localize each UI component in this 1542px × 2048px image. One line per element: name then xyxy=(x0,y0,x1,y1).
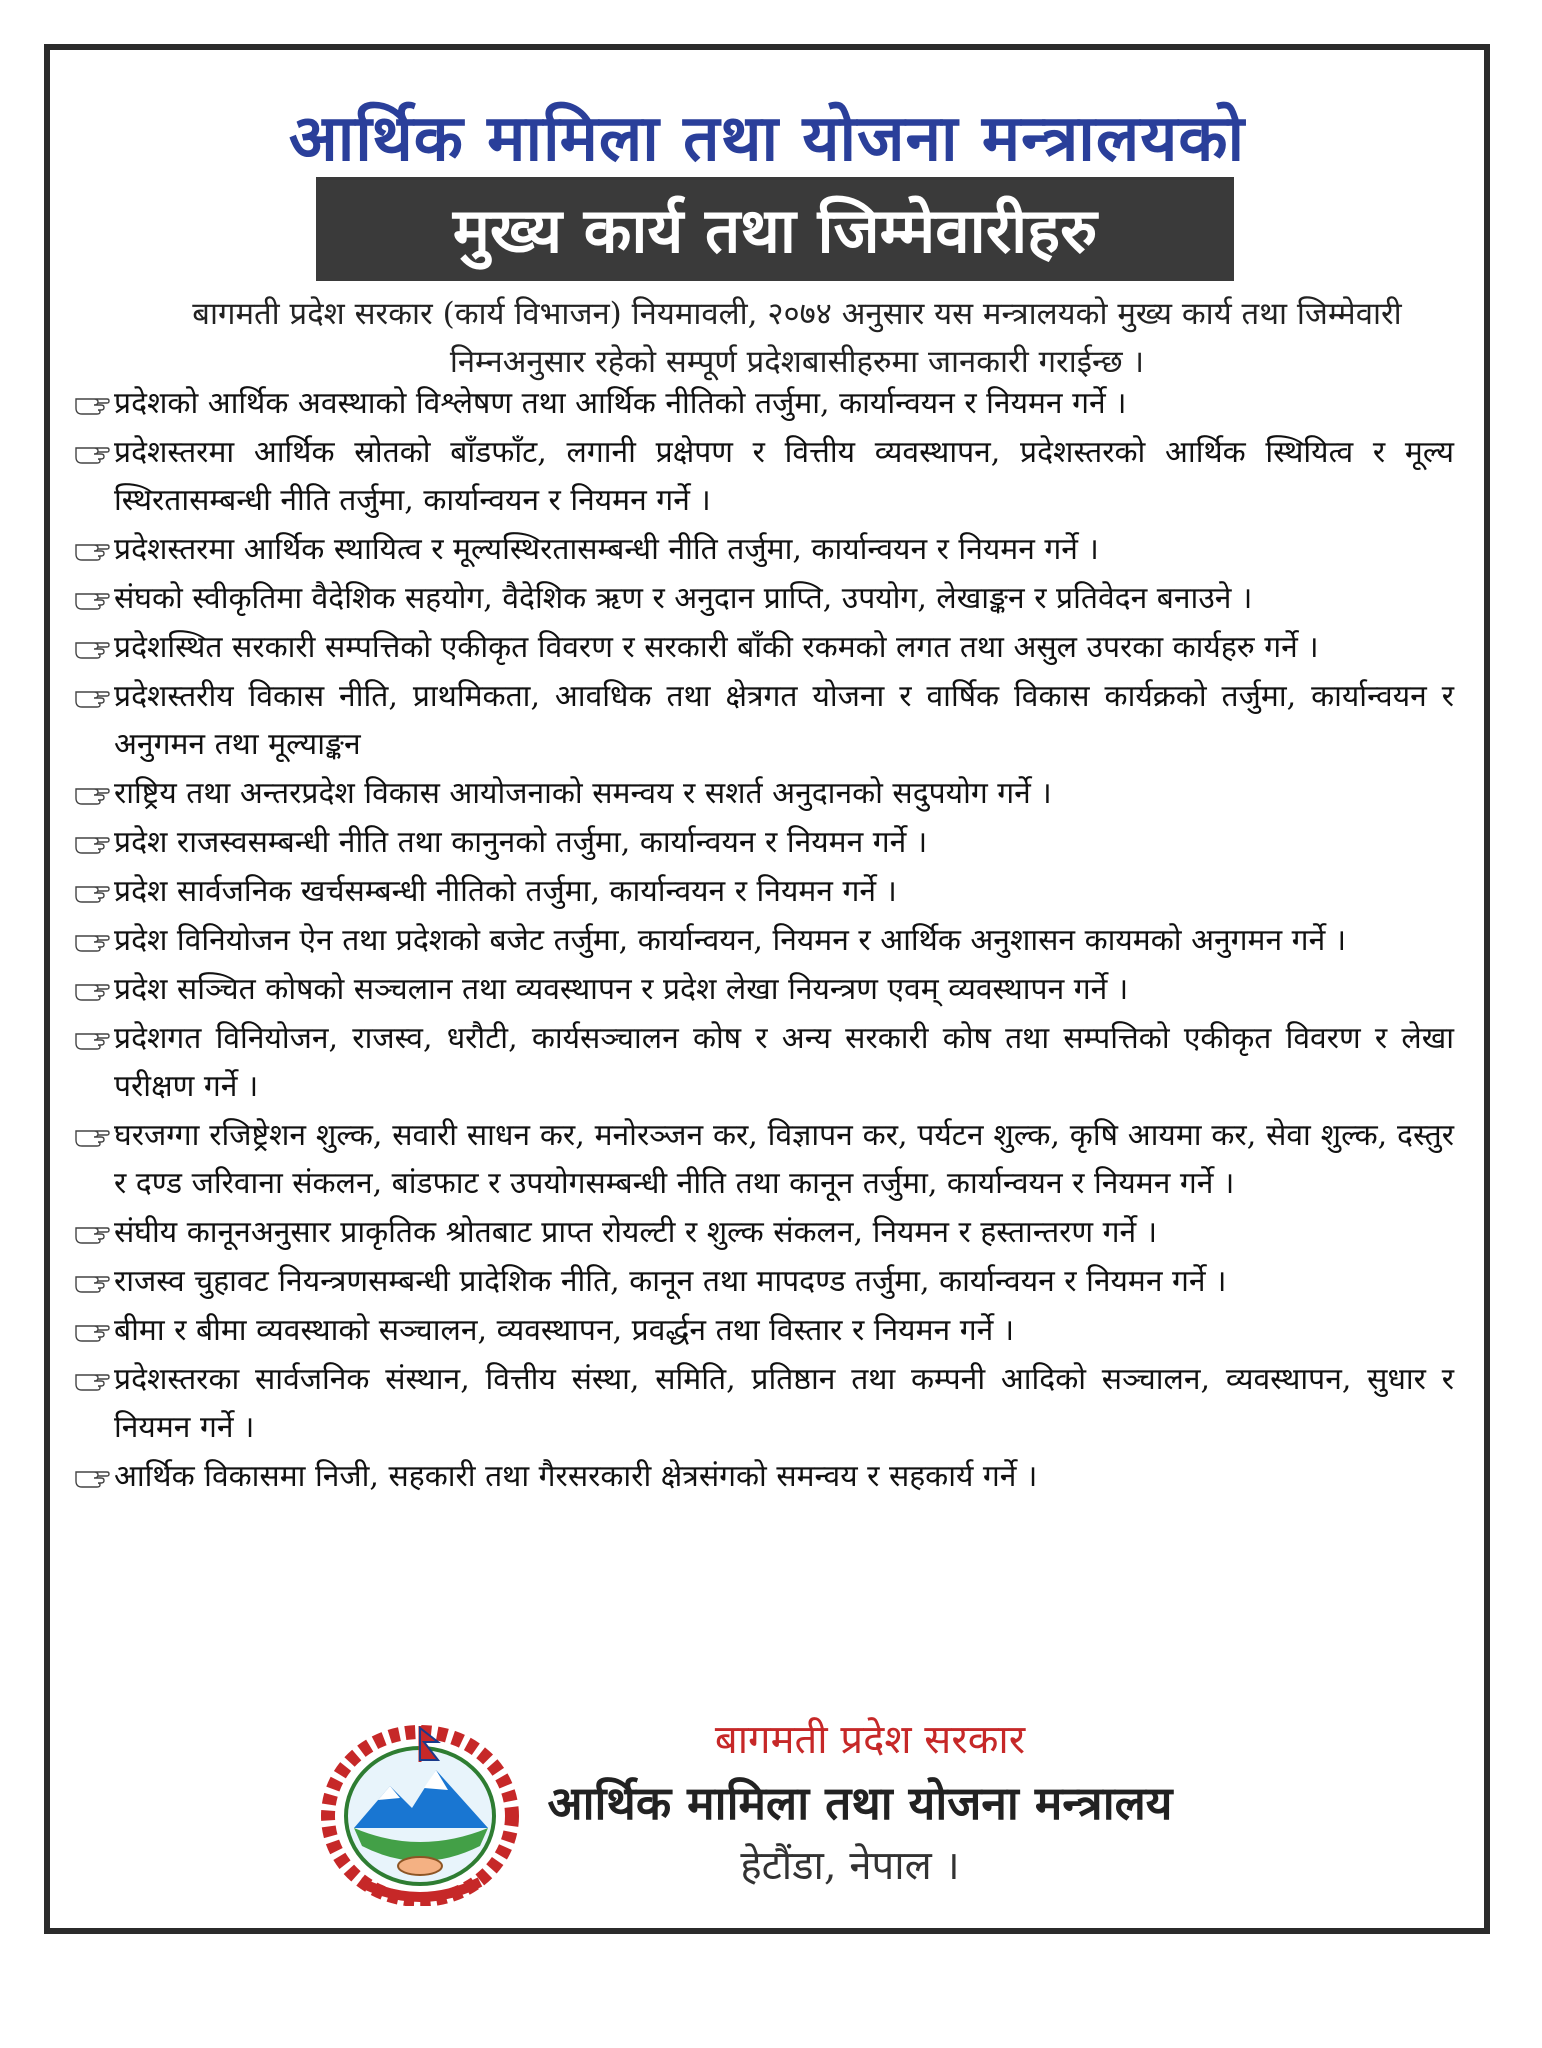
pointing-hand-icon xyxy=(74,1112,114,1160)
footer-government: बागमती प्रदेश सरकार xyxy=(714,1717,1026,1763)
list-item-text: राजस्व चुहावट नियन्त्रणसम्बन्धी प्रादेशिक नीति, कानून तथा मापदण्ड तर्जुमा, कार्यान्वयन र नियमन गर्ने । xyxy=(114,1264,1227,1299)
pointing-hand-icon xyxy=(74,1258,114,1306)
list-item xyxy=(74,917,1454,965)
footer-ministry: आर्थिक मामिला तथा योजना मन्त्रालय xyxy=(547,1776,1173,1830)
list-item-text: प्रदेशस्तरमा आर्थिक स्रोतको बाँडफाँट, लगानी प्रक्षेपण र वित्तीय व्यवस्थापन, प्रदेशस्तरको आर्थिक स्थियित्व र मूल्य स्थिरतासम्बन्धी नीति तर्जुमा, कार्यान्वयन र नियमन गर्ने । xyxy=(114,435,1454,518)
list-item xyxy=(74,380,1454,428)
list-item xyxy=(74,1453,1454,1501)
list-item xyxy=(74,819,1454,867)
pointing-hand-icon xyxy=(74,770,114,818)
footer xyxy=(50,1710,1484,1910)
list-item xyxy=(74,966,1454,1014)
list-item xyxy=(74,1258,1454,1306)
list-item-text: प्रदेशस्तरीय विकास नीति, प्राथमिकता, आवधिक तथा क्षेत्रगत योजना र वार्षिक विकास कार्यक्रको तर्जुमा, कार्यान्वयन र अनुगमन तथा मूल्याङ्कन xyxy=(114,679,1454,762)
nepal-emblem-icon xyxy=(320,1716,520,1906)
list-item xyxy=(74,1112,1454,1208)
list-item xyxy=(74,770,1454,818)
list-item-text: आर्थिक विकासमा निजी, सहकारी तथा गैरसरकारी क्षेत्रसंगको समन्वय र सहकार्य गर्ने । xyxy=(114,1459,1038,1494)
list-item-text: राष्ट्रिय तथा अन्तरप्रदेश विकास आयोजनाको समन्वय र सशर्त अनुदानको सदुपयोग गर्ने । xyxy=(114,776,1052,811)
list-item-text: प्रदेश राजस्वसम्बन्धी नीति तथा कानुनको तर्जुमा, कार्यान्वयन र नियमन गर्ने । xyxy=(114,825,928,860)
duties-list xyxy=(74,380,1454,1501)
list-item xyxy=(74,868,1454,916)
pointing-hand-icon xyxy=(74,1015,114,1063)
list-item xyxy=(74,673,1454,769)
pointing-hand-icon xyxy=(74,1453,114,1501)
list-item xyxy=(74,575,1454,623)
pointing-hand-icon xyxy=(74,868,114,916)
pointing-hand-icon xyxy=(74,575,114,623)
list-item xyxy=(74,624,1454,672)
pointing-hand-icon xyxy=(74,1209,114,1257)
pointing-hand-icon xyxy=(74,526,114,574)
pointing-hand-icon xyxy=(74,673,114,721)
intro-paragraph: बागमती प्रदेश सरकार (कार्य विभाजन) नियमावली, २०७४ अनुसार यस मन्त्रालयको मुख्य कार्य तथा जिम्मेवारी निम्नअनुसार रहेको सम्पूर्ण प्रदेशबासीहरुमा जानकारी गराईन्छ । xyxy=(192,296,1402,380)
list-item-text: संघीय कानूनअनुसार प्राकृतिक श्रोतबाट प्राप्त रोयल्टी र शुल्क संकलन, नियमन र हस्तान्तरण गर्ने । xyxy=(114,1215,1158,1250)
list-item-text: प्रदेश विनियोजन ऐन तथा प्रदेशको बजेट तर्जुमा, कार्यान्वयन, नियमन र आर्थिक अनुशासन कायमको अनुगमन गर्ने । xyxy=(114,923,1347,958)
list-item xyxy=(74,1209,1454,1257)
list-item xyxy=(74,1307,1454,1355)
pointing-hand-icon xyxy=(74,819,114,867)
list-item-text: घरजग्गा रजिष्ट्रेशन शुल्क, सवारी साधन कर, मनोरञ्जन कर, विज्ञापन कर, पर्यटन शुल्क, कृषि आयमा कर, सेवा शुल्क, दस्तुर र दण्ड जरिवाना संकलन, बांडफाट र उपयोगसम्बन्धी नीति तथा कानून तर्जुमा, कार्यान्वयन र नियमन गर्ने । xyxy=(114,1118,1454,1201)
pointing-hand-icon xyxy=(74,429,114,477)
pointing-hand-icon xyxy=(74,624,114,672)
list-item xyxy=(74,1356,1454,1452)
footer-location: हेटौंडा, नेपाल । xyxy=(740,1843,960,1889)
list-item-text: प्रदेश सञ्चित कोषको सञ्चलान तथा व्यवस्थापन र प्रदेश लेखा नियन्त्रण एवम् व्यवस्थापन गर्ने । xyxy=(114,972,1129,1007)
list-item-text: संघको स्वीकृतिमा वैदेशिक सहयोग, वैदेशिक ऋण र अनुदान प्राप्ति, उपयोग, लेखाङ्कन र प्रतिवेदन बनाउने । xyxy=(114,581,1253,616)
list-item-text: प्रदेशको आर्थिक अवस्थाको विश्लेषण तथा आर्थिक नीतिको तर्जुमा, कार्यान्वयन र नियमन गर्ने । xyxy=(114,386,1127,421)
list-item-text: बीमा र बीमा व्यवस्थाको सञ्चालन, व्यवस्थापन, प्रवर्द्धन तथा विस्तार र नियमन गर्ने । xyxy=(114,1313,1015,1348)
list-item-text: प्रदेशस्तरका सार्वजनिक संस्थान, वित्तीय संस्था, समिति, प्रतिष्ठान तथा कम्पनी आदिको सञ्चालन, व्यवस्थापन, सुधार र नियमन गर्ने । xyxy=(114,1362,1454,1445)
page-title: आर्थिक मामिला तथा योजना मन्त्रालयको xyxy=(288,102,1246,176)
pointing-hand-icon xyxy=(74,380,114,428)
notice-frame xyxy=(44,44,1490,1934)
page-subtitle: मुख्य कार्य तथा जिम्मेवारीहरु xyxy=(452,194,1098,267)
pointing-hand-icon xyxy=(74,966,114,1014)
list-item-text: प्रदेश सार्वजनिक खर्चसम्बन्धी नीतिको तर्जुमा, कार्यान्वयन र नियमन गर्ने । xyxy=(114,874,897,909)
pointing-hand-icon xyxy=(74,1356,114,1404)
subtitle-band xyxy=(316,177,1234,281)
list-item xyxy=(74,1015,1454,1111)
footer-text xyxy=(547,1710,1180,1896)
list-item-text: प्रदेशगत विनियोजन, राजस्व, धरौटी, कार्यसञ्चालन कोष र अन्य सरकारी कोष तथा सम्पत्तिको एकीकृत विवरण र लेखा परीक्षण गर्ने । xyxy=(114,1021,1454,1104)
list-item-text: प्रदेशस्तरमा आर्थिक स्थायित्व र मूल्यस्थिरतासम्बन्धी नीति तर्जुमा, कार्यान्वयन र नियमन गर्ने । xyxy=(114,532,1099,567)
list-item-text: प्रदेशस्थित सरकारी सम्पत्तिको एकीकृत विवरण र सरकारी बाँकी रकमको लगत तथा असुल उपरका कार्यहरु गर्ने । xyxy=(114,630,1319,665)
list-item xyxy=(74,526,1454,574)
pointing-hand-icon xyxy=(74,917,114,965)
pointing-hand-icon xyxy=(74,1307,114,1355)
list-item xyxy=(74,429,1454,525)
